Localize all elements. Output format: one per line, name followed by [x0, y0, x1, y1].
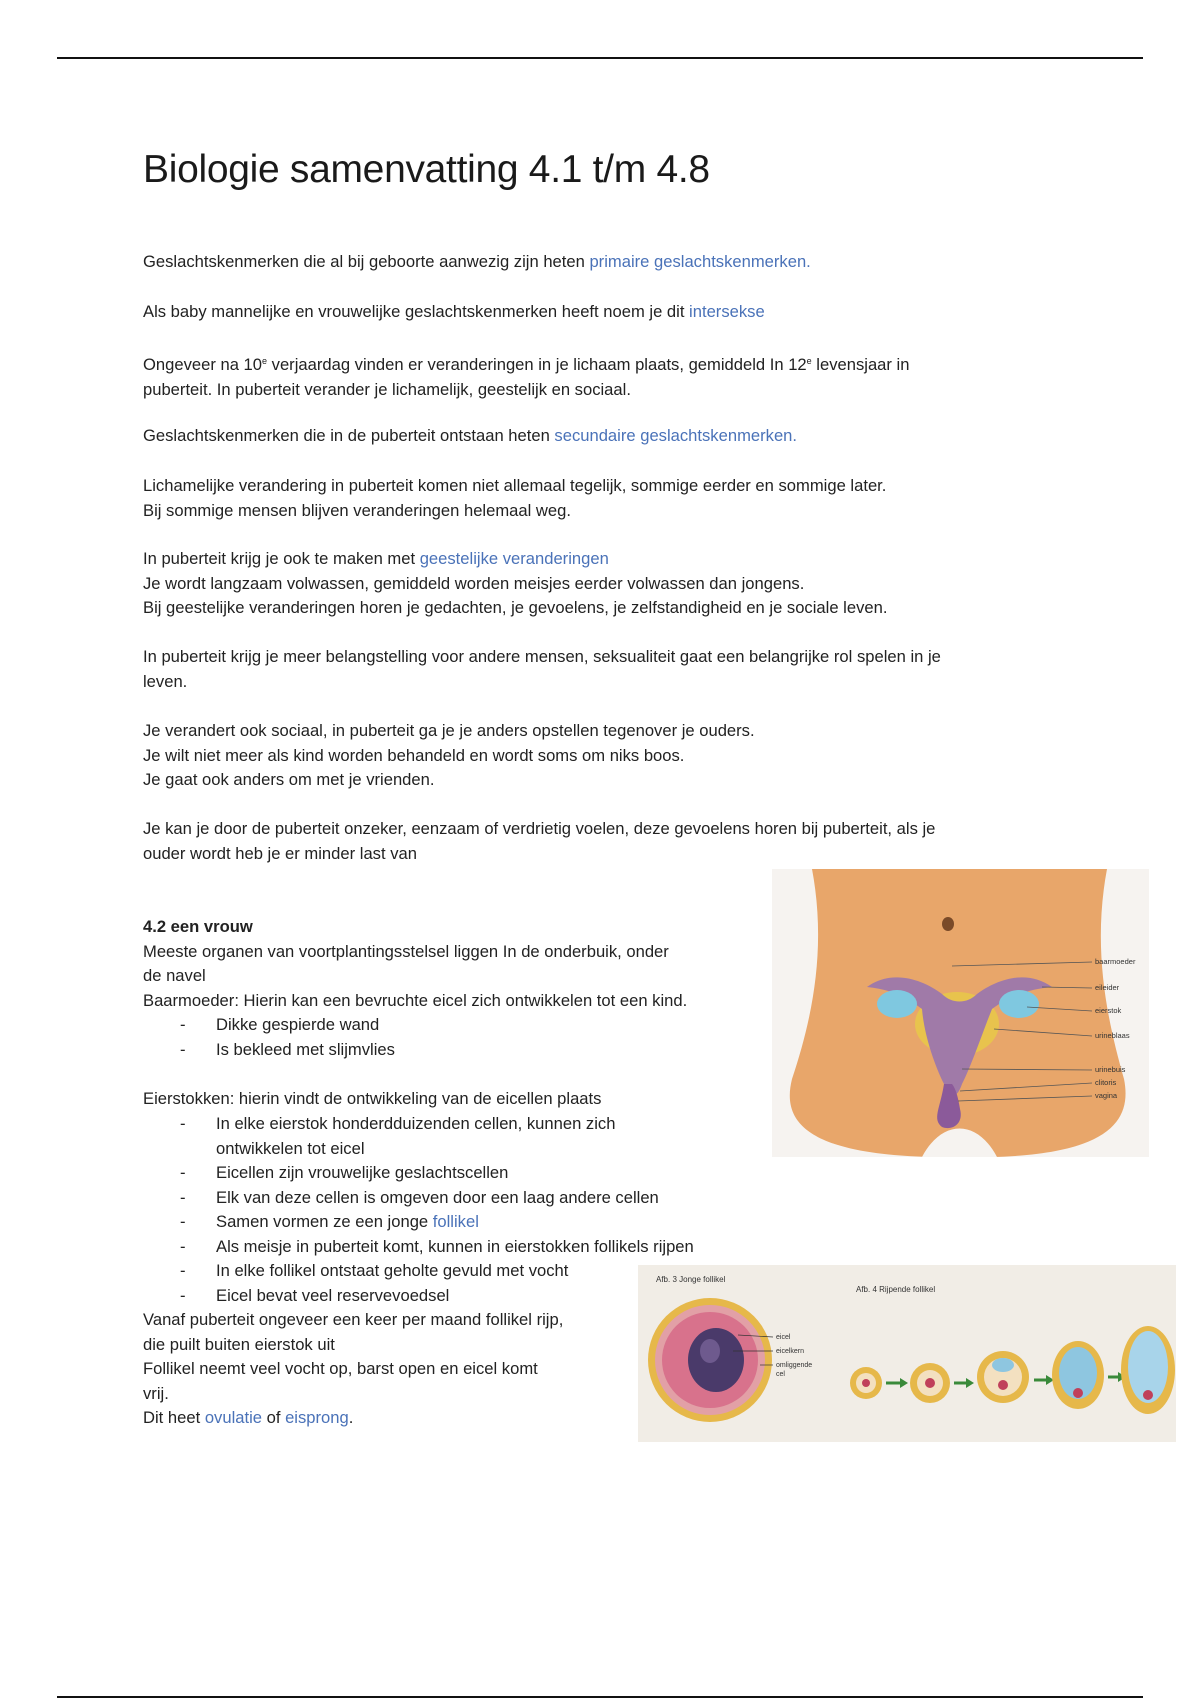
- text: vrij.: [143, 1383, 169, 1403]
- label-eicel: eicel: [776, 1334, 791, 1341]
- text: Je verandert ook sociaal, in puberteit ga je je anders opstellen tegenover je ouders.: [143, 721, 755, 740]
- text: Je gaat ook anders om met je vrienden.: [143, 770, 435, 789]
- list-item: [143, 1112, 694, 1161]
- anatomy-figure: [772, 869, 1149, 1157]
- list-item: - Eicel bevat veel reservevoedsel: [143, 1284, 694, 1309]
- header-rule: [57, 57, 1143, 59]
- text: ontwikkelen tot eicel: [216, 1138, 365, 1158]
- text: In elke eierstok honderdduizenden cellen, kunnen zich: [216, 1114, 616, 1133]
- paragraph-belangstelling: [143, 645, 941, 694]
- text: levensjaar in: [811, 355, 910, 374]
- text: Baarmoeder: Hierin kan een bevruchte eicel zich ontwikkelen tot een kind.: [143, 990, 688, 1010]
- text: puberteit. In puberteit verander je lichamelijk, geestelijk en sociaal.: [143, 379, 631, 399]
- term-intersekse: intersekse: [689, 302, 765, 321]
- eierstokken-list: [143, 1112, 694, 1308]
- paragraph-intersekse: [143, 300, 765, 325]
- label-urinebuis: urinebuis: [1095, 1065, 1126, 1074]
- term-eisprong: eisprong: [285, 1408, 349, 1427]
- text: Bij sommige mensen blijven veranderingen helemaal weg.: [143, 500, 571, 520]
- eierstokken-intro: Eierstokken: hierin vindt de ontwikkeling van de eicellen plaats: [143, 1089, 602, 1108]
- text: Lichamelijke verandering in puberteit komen niet allemaal tegelijk, sommige eerder en sommige later.: [143, 476, 887, 495]
- paragraph-geestelijk: [143, 547, 887, 621]
- text: Samen vormen ze een jonge: [216, 1212, 433, 1231]
- text: leven.: [143, 671, 188, 691]
- text: ouder wordt heb je er minder last van: [143, 843, 417, 863]
- text: In puberteit krijg je meer belangstelling voor andere mensen, seksualiteit gaat een belangrijke rol spelen in je: [143, 647, 941, 666]
- label-eileider: eileider: [1095, 983, 1120, 992]
- text: Bij geestelijke veranderingen horen je gedachten, je gevoelens, je zelfstandigheid en je sociale leven.: [143, 598, 888, 617]
- term-geestelijke: geestelijke veranderingen: [419, 549, 609, 568]
- text: Follikel neemt veel vocht op, barst open en eicel komt: [143, 1359, 538, 1378]
- list-item: - Elk van deze cellen is omgeven door een laag andere cellen: [143, 1186, 694, 1211]
- text: Je kan je door de puberteit onzeker, eenzaam of verdrietig voelen, deze gevoelens horen bij puberteit, als je: [143, 819, 936, 838]
- term-secundaire: secundaire geslachtskenmerken.: [554, 426, 798, 445]
- superscript: e: [262, 356, 268, 366]
- paragraph-puberteit-start: [143, 349, 909, 402]
- paragraph-primaire: [143, 250, 811, 275]
- paragraph-text: Geslachtskenmerken die in de puberteit ontstaan heten: [143, 426, 555, 445]
- caption-jonge-follikel: Afb. 3 Jonge follikel: [656, 1275, 726, 1284]
- label-omliggende: omliggende: [776, 1362, 813, 1369]
- footer-rule: [57, 1696, 1143, 1698]
- label-eierstok: eierstok: [1095, 1006, 1122, 1015]
- text: Dit heet: [143, 1408, 205, 1427]
- label-vagina: vagina: [1095, 1091, 1118, 1100]
- text: Vanaf puberteit ongeveer een keer per maand follikel rijp,: [143, 1310, 564, 1329]
- text: Je wordt langzaam volwassen, gemiddeld worden meisjes eerder volwassen dan jongens.: [143, 573, 805, 593]
- caption-rijpende-follikel: Afb. 4 Rijpende follikel: [856, 1285, 936, 1294]
- text: .: [348, 1408, 354, 1427]
- text: verjaardag vinden er veranderingen in je lichaam plaats, gemiddeld In 12: [267, 355, 807, 374]
- paragraph-ovulatie: [143, 1308, 563, 1431]
- paragraph-text: Als baby mannelijke en vrouwelijke geslachtskenmerken heeft noem je dit: [143, 302, 690, 321]
- text: die puilt buiten eierstok uit: [143, 1334, 335, 1354]
- section-vrouw: [143, 915, 687, 1013]
- paragraph-secundaire: [143, 424, 797, 449]
- text: Je wilt niet meer als kind worden behandeld en wordt soms om niks boos.: [143, 745, 685, 765]
- follicle-figure: [638, 1265, 1176, 1442]
- text: Ongeveer na 10: [143, 355, 263, 374]
- paragraph-sociaal: [143, 719, 755, 793]
- paragraph-lichamelijk: [143, 474, 886, 523]
- superscript: e: [806, 356, 812, 366]
- term-follikel: follikel: [432, 1212, 479, 1231]
- list-item: - Dikke gespierde wand: [143, 1013, 395, 1038]
- text: Meeste organen van voortplantingsstelsel liggen In de onderbuik, onder: [143, 941, 669, 961]
- term-primaire: primaire geslachtskenmerken.: [589, 252, 811, 271]
- paragraph-text: Geslachtskenmerken die al bij geboorte aanwezig zijn heten: [143, 252, 590, 271]
- list-item: - Eicellen zijn vrouwelijke geslachtscellen: [143, 1161, 694, 1186]
- list-item: - Als meisje in puberteit komt, kunnen in eierstokken follikels rijpen: [143, 1235, 694, 1260]
- label-clitoris: clitoris: [1095, 1078, 1117, 1087]
- label-urineblaas: urineblaas: [1095, 1031, 1130, 1040]
- page-title: Biologie samenvatting 4.1 t/m 4.8: [143, 148, 710, 191]
- section-heading: 4.2 een vrouw: [143, 917, 253, 936]
- term-ovulatie: ovulatie: [204, 1408, 263, 1427]
- list-item: - In elke follikel ontstaat geholte gevuld met vocht: [143, 1259, 694, 1284]
- label-baarmoeder: baarmoeder: [1095, 957, 1136, 966]
- baarmoeder-list: [143, 1013, 395, 1062]
- text: de navel: [143, 966, 206, 985]
- list-item: - Is bekleed met slijmvlies: [143, 1038, 395, 1063]
- text: of: [262, 1408, 286, 1427]
- list-item: [143, 1210, 694, 1235]
- label-cel: cel: [776, 1371, 785, 1378]
- text: In puberteit krijg je ook te maken met: [143, 549, 420, 568]
- paragraph-gevoelens: [143, 817, 935, 866]
- label-eicelkern: eicelkern: [776, 1348, 805, 1355]
